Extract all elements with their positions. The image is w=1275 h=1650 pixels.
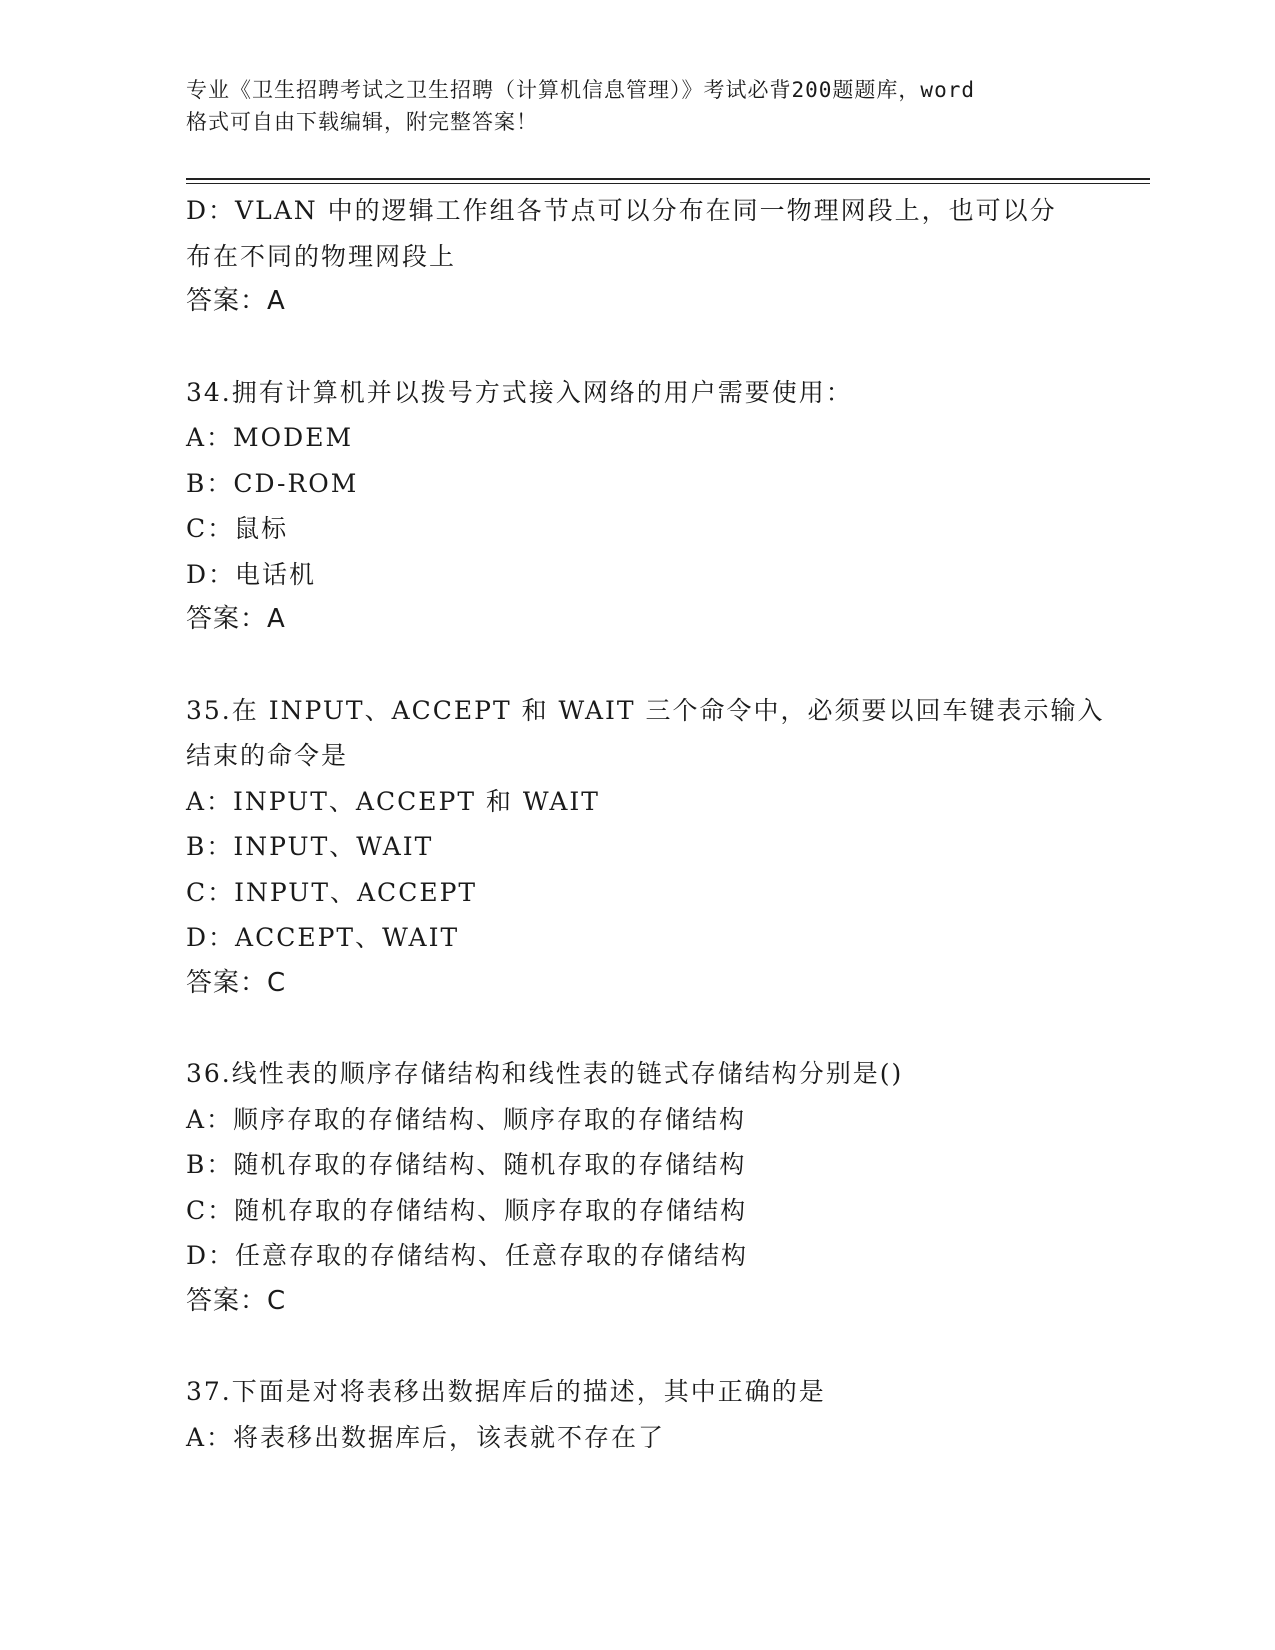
question-34-option-b: B：CD-ROM [186, 468, 359, 498]
answer-35: 答案：C [186, 967, 287, 998]
answer-34: 答案：A [186, 604, 286, 634]
spacer [186, 1324, 1086, 1369]
question-36-option-c: C：随机存取的存储结构、顺序存取的存储结构 [186, 1195, 748, 1225]
spacer [186, 643, 1086, 688]
question-36 [186, 1051, 1086, 1324]
question-37 [186, 1369, 1086, 1460]
question-36-stem: 36.线性表的顺序存储结构和线性表的链式存储结构分别是() [186, 1059, 904, 1088]
question-37-option-a: A：将表移出数据库后，该表就不存在了 [186, 1422, 666, 1452]
header-line-1: 专业《卫生招聘考试之卫生招聘（计算机信息管理）》考试必背200题题库，word [186, 78, 975, 102]
header-divider-thick [186, 178, 1150, 180]
question-35-option-b: B：INPUT、WAIT [186, 832, 434, 861]
question-36-option-d: D：任意存取的存储结构、任意存取的存储结构 [186, 1241, 749, 1270]
question-37-stem: 37.下面是对将表移出数据库后的描述，其中正确的是 [186, 1377, 826, 1406]
question-35-stem-line-1: 35.在 INPUT、ACCEPT 和 WAIT 三个命令中，必须要以回车键表示输入 [186, 695, 1105, 725]
question-34 [186, 370, 1086, 643]
option-d-line-1: D：VLAN 中的逻辑工作组各节点可以分布在同一物理网段上，也可以分 [186, 196, 1057, 225]
question-35-option-c: C：INPUT、ACCEPT [186, 877, 478, 907]
question-34-option-c: C：鼠标 [186, 514, 289, 543]
question-33-continuation [186, 188, 1086, 325]
question-34-option-a: A：MODEM [186, 423, 354, 452]
spacer [186, 325, 1086, 370]
question-34-option-d: D：电话机 [186, 559, 317, 589]
question-35-option-d: D：ACCEPT、WAIT [186, 923, 460, 952]
question-34-stem: 34.拥有计算机并以拨号方式接入网络的用户需要使用： [186, 377, 853, 407]
question-36-option-a: A：顺序存取的存储结构、顺序存取的存储结构 [186, 1104, 747, 1134]
answer-33: 答案：A [186, 286, 286, 316]
question-35-stem-line-2: 结束的命令是 [186, 741, 349, 770]
question-list [186, 188, 1105, 1460]
answer-36: 答案：C [186, 1285, 287, 1316]
question-36-option-b: B：随机存取的存储结构、随机存取的存储结构 [186, 1150, 747, 1179]
question-35-option-a: A：INPUT、ACCEPT 和 WAIT [186, 786, 600, 816]
spacer [186, 1006, 1086, 1051]
question-35 [186, 688, 1105, 1007]
header-line-2: 格式可自由下载编辑，附完整答案！ [186, 110, 538, 134]
document-header [186, 74, 1106, 138]
header-divider-thin [186, 183, 1150, 184]
option-d-line-2: 布在不同的物理网段上 [186, 241, 457, 271]
